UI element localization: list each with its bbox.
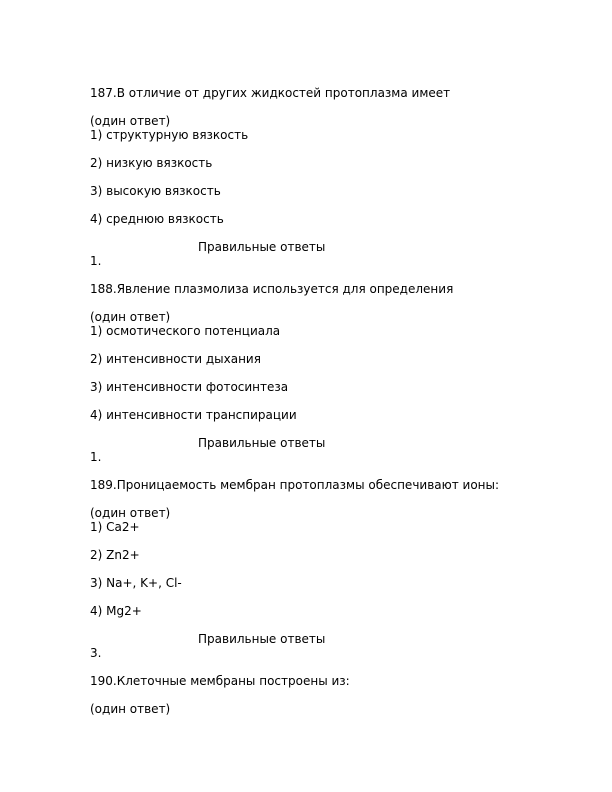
question-188-option-4: 4) интенсивности транспирации [90,408,297,422]
question-187-option-3: 3) высокую вязкость [90,184,221,198]
question-188-answer: 1. [90,450,102,464]
question-189-answer: 3. [90,646,102,660]
question-187-option-4: 4) среднюю вязкость [90,212,224,226]
question-187-answers-label: Правильные ответы [198,240,326,254]
question-187-option-1: 1) структурную вязкость [90,128,249,142]
question-189-answers-label: Правильные ответы [198,632,326,646]
question-187-option-2: 2) низкую вязкость [90,156,213,170]
question-188-mode: (один ответ) [90,310,171,324]
question-187-answer: 1. [90,254,102,268]
question-187-title: 187.В отличие от других жидкостей протоплазма имеет [90,86,451,100]
question-188-title: 188.Явление плазмолиза используется для определения [90,282,454,296]
question-189-title: 189.Проницаемость мембран протоплазмы обеспечивают ионы: [90,478,500,492]
question-189-option-3: 3) Na+, K+, Cl- [90,576,182,590]
question-188-answers-label: Правильные ответы [198,436,326,450]
question-189-mode: (один ответ) [90,506,171,520]
question-189-option-2: 2) Zn2+ [90,548,140,562]
question-190-title: 190.Клеточные мембраны построены из: [90,674,350,688]
question-189-option-4: 4) Mg2+ [90,604,142,618]
question-188-option-2: 2) интенсивности дыхания [90,352,261,366]
question-187-mode: (один ответ) [90,114,171,128]
question-190-mode: (один ответ) [90,702,171,716]
question-188-option-3: 3) интенсивности фотосинтеза [90,380,289,394]
question-189-option-1: 1) Ca2+ [90,520,140,534]
question-188-option-1: 1) осмотического потенциала [90,324,281,338]
